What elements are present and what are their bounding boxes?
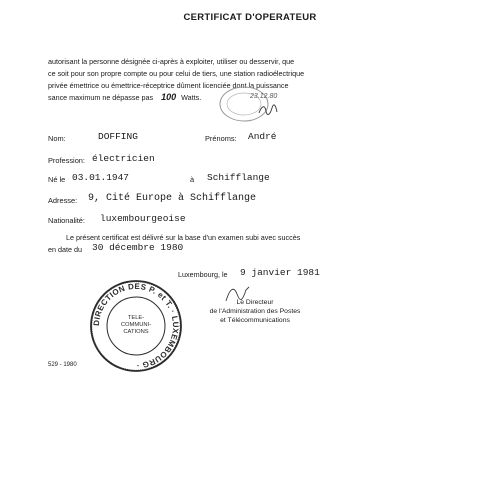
birthplace-value: Schifflange bbox=[207, 172, 270, 183]
exam-line-2-label: en date du bbox=[48, 245, 82, 254]
nom-value: DOFFING bbox=[98, 131, 138, 142]
signatory-line-1: Le Directeur bbox=[236, 299, 274, 306]
watts-value: 100 bbox=[161, 92, 177, 102]
intro-line-4 bbox=[48, 92, 201, 103]
intro-line-2: ce soit pour son propre compte ou pour celui de tiers, une station radioélectrique bbox=[48, 69, 305, 78]
issue-place: Luxembourg, le bbox=[178, 270, 228, 279]
form-reference: 529 - 1980 bbox=[48, 362, 77, 368]
prenoms-label: Prénoms: bbox=[205, 134, 237, 143]
address-label: Adresse: bbox=[48, 196, 78, 205]
profession-label: Profession: bbox=[48, 156, 85, 165]
seal-center bbox=[112, 315, 160, 337]
birthplace-label: à bbox=[190, 175, 195, 184]
seal-center-line-1: TELE- bbox=[127, 315, 145, 321]
nom-label: Nom: bbox=[48, 134, 66, 143]
signatory-line-2: de l'Administration des Postes bbox=[209, 308, 301, 315]
exam-line-1: Le présent certificat est délivré sur la base d'un examen subi avec succès bbox=[66, 233, 301, 242]
seal-center-line-2: COMMUNI- bbox=[120, 322, 152, 329]
signatory-line-3: et Télécommunications bbox=[220, 317, 290, 324]
initials-scribble bbox=[258, 103, 278, 117]
address-value: 9, Cité Europe à Schifflange bbox=[88, 193, 257, 204]
nationality-label: Nationalité: bbox=[48, 216, 85, 225]
intro-line-4-text: sance maximum ne dépasse pas bbox=[48, 93, 154, 102]
seal-ring-text: DIRECTION DES P. et T. · LUXEMBOURG · bbox=[91, 281, 181, 371]
prenoms-value: André bbox=[248, 131, 277, 142]
small-stamp-date: 23.12.80 bbox=[250, 93, 278, 100]
nationality-value: luxembourgeoise bbox=[100, 213, 186, 224]
profession-value: électricien bbox=[92, 153, 155, 164]
seal-center-line-3: CATIONS bbox=[123, 329, 149, 336]
issue-date-value: 9 janvier 1981 bbox=[240, 267, 320, 278]
birthdate-label: Né le bbox=[48, 175, 66, 184]
watts-unit: Watts. bbox=[181, 93, 202, 102]
birthdate-value: 03.01.1947 bbox=[72, 172, 130, 183]
signatory-block bbox=[190, 298, 320, 325]
certificate-title: CERTIFICAT D'OPERATEUR bbox=[183, 12, 317, 23]
exam-date-value: 30 décembre 1980 bbox=[92, 242, 184, 253]
intro-line-3: privée émettrice ou émettrice-réceptrice dûment licenciée dont la puissance bbox=[48, 81, 289, 90]
intro-line-1: autorisant la personne désignée ci-après à exploiter, utiliser ou desservir, que bbox=[48, 57, 295, 66]
